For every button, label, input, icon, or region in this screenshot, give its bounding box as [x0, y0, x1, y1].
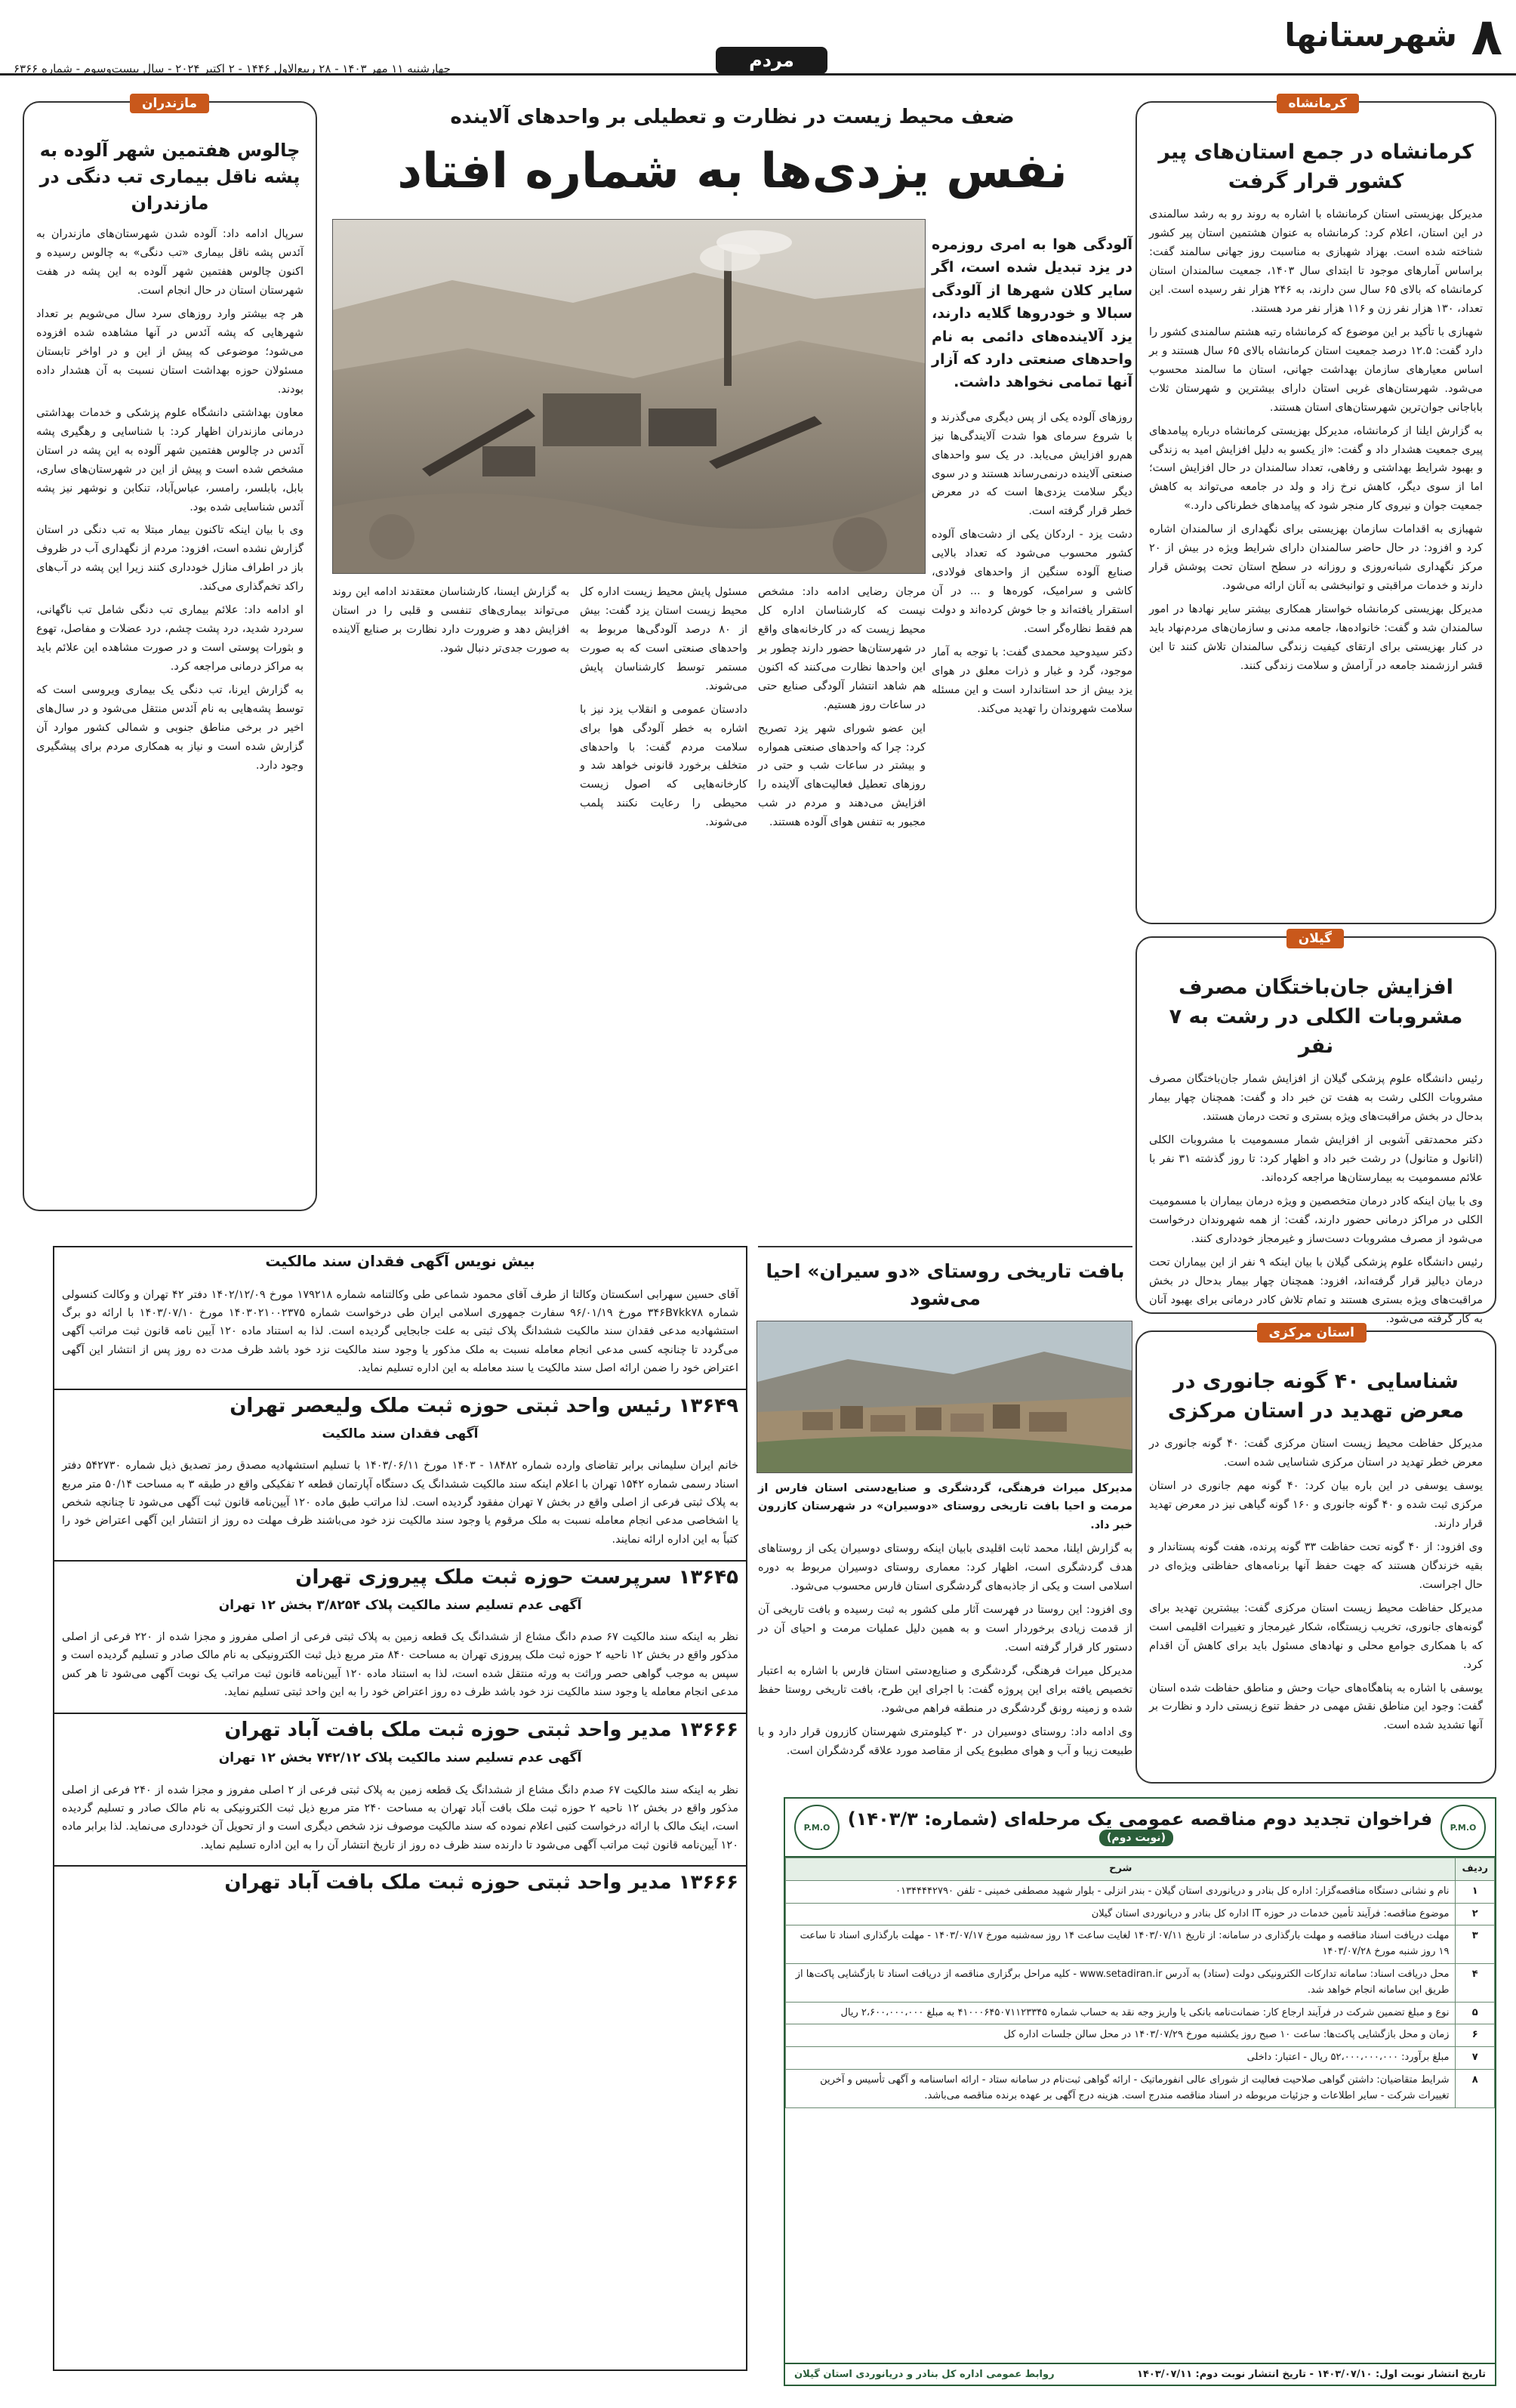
mazandaran-article: [23, 96, 317, 1211]
article-title[interactable]: چالوس هفتمین شهر آلوده به پشه ناقل بیماری تب دنگی در مازندران: [39, 140, 300, 214]
lead-lead-column: [932, 219, 1132, 1246]
paragraph: وی با بیان اینکه تاکنون بیمار مبتلا به تب دنگی در استان گزارش نشده است، افزود: مردم از نگهداری آب در ظروف باز در اطراف منازل خودداری کنند زیرا این پشه در آب‌های راکد تخم‌گذاری می‌کند.: [36, 524, 304, 594]
row-number: ۲: [1456, 1903, 1495, 1925]
paragraph: مدیرکل بهزیستی استان کرمانشاه با اشاره به روند رو به رشد سالمندی در این استان، اعلام کرد: کرمانشاه به عنوان هشتمین استان پیر کشور شناخته شده است. بهزاد شهبازی به مناسبت روز جهانی سالمند گفت: براساس آمارهای موجود تا ابتدای سال ۱۴۰۳، جمعیت سالمندان استان کرمانشاه که بالای ۶۵ سال سن دارند، به ۲۴۶ هزار نفر رسیده است. این تعداد، ۱۳۰ هزار نفر زن و ۱۱۶ هزار نفر مرد هستند.: [1149, 208, 1483, 315]
table-row: [786, 1963, 1495, 2002]
row-number: ۶: [1456, 2024, 1495, 2047]
paragraph: دشت یزد - اردکان یکی از دشت‌های آلوده کشور محسوب می‌شود که تعداد بالایی صنایع آلوده سنگین از واحدهای فولادی، کاشی و سرامیک، کوره‌ها و ... در آن استقرار یافته‌اند و جا خوش کرده‌اند و دولت هم فقط نظاره‌گر است.: [932, 529, 1132, 636]
row-text: موضوع مناقصه: فرآیند تأمین خدمات در حوزه IT اداره کل بنادر و دریانوردی استان گیلان: [786, 1903, 1456, 1925]
column-header: ردیف: [1456, 1858, 1495, 1881]
section-title: شهرستانها: [1284, 17, 1457, 54]
notice-subtitle: آگهی فقدان سند مالکیت: [322, 1426, 479, 1441]
table-row: [786, 2002, 1495, 2024]
paragraph: مسئول پایش محیط زیست اداره کل محیط زیست استان یزد گفت: بیش از ۸۰ درصد آلودگی‌ها مربوط به واحدهای صنعتی است که به صورت مستمر توسط کارشناسان پایش می‌شوند.: [580, 586, 748, 692]
kermanshah-article: [1135, 96, 1496, 924]
paragraph: شهبازی به اقدامات سازمان بهزیستی برای نگهداری از سالمندان اشاره کرد و افزود: در حال حاضر سالمندان دارای شرایط ویژه در بیش از ۲۰ مرکز نگهداری شبانه‌روزی و روزانه در سطح استان تحت پوشش قرار دارند و خدمات مراقبتی و توانبخشی به آنان ارائه می‌شود.: [1149, 523, 1483, 593]
article-title[interactable]: شناسایی ۴۰ گونه جانوری در معرض تهدید در استان مرکزی: [1167, 1370, 1465, 1423]
tender-table: [785, 1858, 1495, 2108]
notice-text: نظر به اینکه سند مالکیت ۶۷ صدم دانگ مشاع از ششدانگ یک قطعه زمین به پلاک ثبتی فرعی از ۲ اصلی مفروز و مجزا شده از ۲۴۰ فرعی از اصلی مذکور واقع در بخش ۱۲ ناحیه ۲ حوزه ثبت ملک بافت آباد تهران به مساحت ۲۴۰ متر مربع ذیل ثبت الکترونیکی به نام مالک صادر و تسلیم گردیده است، اینک مالک با ارائه درخواست کتبی اعلام نموده که سند مالکیت موصوف نزد شخص دیگری است و از تحویل آن خودداری می‌نماید. لذا برابر ماده ۱۲۰ آیین‌نامه قانون ثبت مراتب آگهی می‌شود تا دارنده سند ظرف ده روز از تاریخ انتشار آن را به این اداره تسلیم نماید.: [62, 1784, 738, 1851]
paragraph: معاون بهداشتی دانشگاه علوم پزشکی و خدمات بهداشتی درمانی مازندران اظهار کرد: با شناسایی و رهگیری پشه آئدس در چالوس هفتمین شهر آلوده به این پشه در استان مشخص شده است و پیش از این در شهرستان‌های ساری، بابل، بابلسر، رامسر، عباس‌آباد، تنکابن و نوشهر نیز پشه آئدس شناسایی شده بود.: [36, 406, 304, 513]
paragraph: روزهای آلوده یکی از پس دیگری می‌گذرند و با شروع سرمای هوا شدت آلایندگی‌ها نیز هم‌رو افزایش می‌یابد. در یک سو واحدهای صنعتی آلاینده درنمی‌رساند هستند و در سوی دیگر سلامت یزدی‌ها است که در معرض خطر قرار گرفته است.: [932, 411, 1132, 518]
notice-text: آقای حسین سهرابی اسکستان وکالتا از طرف آقای محمود شماعی طی وکالتنامه شماره ۱۷۹۲۱۸ مورخ ۱۴۰۲/۱۲/۰۹ دفتر ۴۲ تهران و وکالت کنسولی شماره ۳۴۶B۷kk۷۸ مورخ ۹۶/۰۱/۱۹ سفارت جمهوری اسلامی ایران طی درخواست شماره ۱۴۰۳۰۲۱۰۰۲۳۷۵ مورخ ۱۴۰۳/۰۷/۱۰ با ارائه دو برگ استشهادیه مدعی فقدان سند مالکیت ششدانگ پلاک ثبتی به علت جابجایی گردیده است. لذا به استناد ماده ۱۲۰ آیین نامه قانون ثبت مراتب آگهی می‌گردد تا چنانچه کسی مدعی انجام معامله نسبت به ملک مذکور یا وجود سند مالکیت نزد خود باشد ظرف مدت ده روز پس از انتشار این آگهی اعتراض خود را ضمن ارائه اصل سند مالکیت یا سند معامله به این اداره تسلیم نماید.: [62, 1288, 739, 1374]
paragraph: یوسف یوسفی در این باره بیان کرد: ۴۰ گونه مهم جانوری در استان مرکزی ثبت شده و ۴۰ گونه جانوری و ۱۶۰ گونه گیاهی نیز در معرض تهدید قرار دارند.: [1149, 1480, 1484, 1531]
row-number: ۳: [1456, 1925, 1495, 1964]
public-relations-sign: روابط عمومی اداره کل بنادر و دریانوردی استان گیلان: [794, 2369, 1055, 2380]
lead-photo: [332, 219, 926, 574]
round-badge: (نوبت دوم): [1099, 1830, 1173, 1846]
region-tag: کرمانشاه: [1277, 94, 1359, 113]
row-text: مهلت دریافت اسناد مناقصه و مهلت بارگذاری در سامانه: از تاریخ ۱۴۰۳/۰۷/۱۱ لغایت ساعت ۱۴ روز سه‌شنبه مورخ ۱۴۰۳/۰۷/۱۷ - مهلت بارگذاری اسناد تا ساعت ۱۹ روز شنبه مورخ ۱۴۰۳/۰۷/۲۸: [786, 1925, 1456, 1964]
lead-column: [758, 583, 926, 1240]
lead-summary: آلودگی هوا به امری روزمره در یزد تبدیل شده است، اگر سایر کلان شهرها از آلودگی سبالا و خودروها گلایه دارند، یزد آلاینده‌های دائمی به نام واحدهای صنعتی دارد که آزار آنها تمامی نخواهد داشت.: [932, 236, 1132, 391]
table-row: [786, 2047, 1495, 2070]
lead-headline[interactable]: نفس یزدی‌ها به شماره افتاد: [397, 143, 1068, 199]
row-text: شرایط متقاضیان: داشتن گواهی صلاحیت فعالیت از شورای عالی انفورماتیک - ارائه گواهی ثبت‌نام در سامانه ستاد - ارائه اساسنامه و آگهی تأسیس و آخرین تغییرات شرکت - سایر اطلاعات و جزئیات مربوطه در اسناد مناقصه مندرج است. هزینه درج آگهی بر عهده برنده مناقصه می‌باشد.: [786, 2069, 1456, 2107]
notice-signature: ۱۳۶۴۹ رئیس واحد ثبتی حوزه ثبت ملک ولیعصر تهران: [54, 1389, 746, 1422]
row-text: نام و نشانی دستگاه مناقصه‌گزار: اداره کل بنادر و دریانوردی استان گیلان - بندر انزلی - بلوار شهید مصطفی خمینی - تلفن ۰۱۳۴۴۴۴۲۷۹۰: [786, 1880, 1456, 1903]
region-tag: مازندران: [130, 94, 209, 113]
village-photo-image: [757, 1321, 1132, 1472]
row-text: نوع و مبلغ تضمین شرکت در فرآیند ارجاع کار: ضمانت‌نامه بانکی یا واریز وجه نقد به حساب شماره ۴۱۰۰۰۶۴۵۰۷۱۱۲۳۳۴۵ به مبلغ ۲،۶۰۰،۰۰۰،۰۰۰ ریال: [786, 2002, 1456, 2024]
paragraph: وی افزود: از ۴۰ گونه تحت حفاظت ۳۳ گونه پرنده، هفت گونه پستاندار و بقیه خزندگان هستند که جهت حفظ آنها برنامه‌های حفاظتی ویژه‌ای در حال اجراست.: [1149, 1540, 1484, 1591]
paragraph: به گزارش ایلنا، محمد ثابت اقلیدی بابیان اینکه روستای دوسیران یکی از روستاهای هدف گردشگری است، اظهار کرد: معماری روستای دوسیران مربوط به دوره اسلامی است و یکی از جاذبه‌های گردشگری استان فارس محسوب می‌شود.: [758, 1543, 1132, 1593]
table-row: [786, 1925, 1495, 1964]
row-number: ۸: [1456, 2069, 1495, 2107]
table-header-row: [786, 1858, 1495, 1881]
notice-text: خانم ایران سلیمانی برابر تقاضای وارده شماره ۱۸۴۸۲ - ۱۴۰۳ مورخ ۱۴۰۳/۰۶/۱۱ با تسلیم استشهادیه مصدق رمز تصدیق ذیل شماره ۵۴۲۷۳۰ دفتر اسناد رسمی شماره ۱۵۴۲ تهران با اعلام اینکه سند مالکیت ششدانگ یک دستگاه آپارتمان قطعه ۲ تفکیکی واقع در طبقه ۳ به مساحت ۵۰/۱۴ متر مربع به پلاک ثبتی فرعی از اصلی واقع در بخش ۷ تهران مفقود گردیده است. لذا مراتب طبق ماده ۱۲۰ آیین‌نامه قانون ثبت آگهی می‌شود تا چنانچه شخص یا اشخاصی مدعی انجام معامله نسبت به ملک مرقوم یا وجود سند مالکیت نزد خود می‌باشند ظرف مهلت ده روز از انتشار این آگهی اعتراض خود را کتباً به این اداره ارائه نمایند.: [62, 1460, 739, 1546]
paragraph: به گزارش ایرنا، تب دنگی یک بیماری ویروسی است که توسط پشه‌هایی به نام آئدس منتقل می‌شود و در سال‌های اخیر در برخی مناطق جنوبی و شمالی کشور موارد آن گزارش شده است و نیاز به همکاری مردم برای پیشگیری وجود دارد.: [36, 683, 304, 772]
paragraph: هر چه بیشتر وارد روزهای سرد سال می‌شویم بر تعداد شهرهایی که پشه آئدس در آنها مشاهده شده افزوده می‌شود؛ موضوعی که پیش از این و در اواخر تابستان مسئولان حوزه بهداشت استان نسبت به آن هشدار داده بودند.: [36, 308, 304, 396]
notice-subtitle: آگهی عدم تسلیم سند مالکیت پلاک ۳/۸۲۵۴ بخش ۱۲ تهران: [218, 1597, 582, 1613]
paragraph: وی افزود: این روستا در فهرست آثار ملی کشور به ثبت رسیده و بافت تاریخی آن از قدمت زیادی برخوردار است و به همین دلیل عملیات مرمت و احیای آن در دستور کار قرار گرفته است.: [758, 1604, 1132, 1654]
notice-heading: بیش نویس آگهی فقدان سند مالکیت: [265, 1252, 535, 1270]
article-title[interactable]: کرمانشاه در جمع استان‌های پیر کشور قرار گرفت: [1158, 140, 1474, 194]
paragraph: شهبازی با تأکید بر این موضوع که کرمانشاه رتبه هشتم سالمندی کشور را دارد گفت: ۱۲.۵ درصد جمعیت استان کرمانشاه بالای ۶۵ سال هستند و بر اساس معیارهای سازمان بهداشت جهانی، استان ما سالمند محسوب می‌شود. شهرستان‌های غربی استان دارای بیشترین و شهرستان ثلاث باباجانی جوان‌ترین شهرستان‌های استان هستند.: [1149, 325, 1484, 414]
row-number: ۷: [1456, 2047, 1495, 2070]
quarry-photo-image: [332, 220, 925, 574]
paragraph: مدیرکل میراث فرهنگی، گردشگری و صنایع‌دستی استان فارس با اشاره به اعتبار تخصیص یافته برای این پروژه گفت: با اجرای این طرح، بافت تاریخی روستا حفظ شده و زمینه رونق گردشگری در منطقه فراهم می‌شود.: [758, 1664, 1132, 1715]
paragraph: وی با بیان اینکه کادر درمان متخصصین و ویژه درمان بیماران با مسمومیت الکلی در مراکز درمانی حضور دارند، گفت: از همه شهروندان درخواست می‌شود از مصرف مشروبات دست‌ساز و غیرمجاز خودداری کنند.: [1149, 1195, 1483, 1245]
table-row: [786, 1880, 1495, 1903]
row-text: مبلغ برآورد: ۵۲،۰۰۰،۰۰۰،۰۰۰ ریال - اعتبار: داخلی: [786, 2047, 1456, 2070]
pmo-logo-icon: P.M.O: [794, 1805, 840, 1850]
row-text: محل دریافت اسناد: سامانه تدارکات الکترونیکی دولت (ستاد) به آدرس www.setadiran.ir - کلیه مراحل برگزاری مناقصه از دریافت اسناد تا بازگشایی پاکت‌ها از طریق این سامانه انجام خواهد شد.: [786, 1963, 1456, 2002]
village-photo: [756, 1321, 1132, 1473]
table-row: [786, 2024, 1495, 2047]
row-text: زمان و محل بازگشایی پاکت‌ها: ساعت ۱۰ صبح روز یکشنبه مورخ ۱۴۰۳/۰۷/۲۹ در محل سالن جلسات اداره کل: [786, 2024, 1456, 2047]
lead-column: [332, 583, 569, 1240]
paragraph: رئیس دانشگاه علوم پزشکی گیلان با بیان اینکه ۹ نفر از این بیماران تحت درمان دیالیز قرار گرفته‌اند، افزود: همچنان چهار بیمار بدحال در بخش مراقبت‌های ویژه بستری هستند و تمام تلاش کادر درمانی برای بهبود آنان به کار گرفته می‌شود.: [1149, 1256, 1484, 1325]
notice-subtitle: آگهی عدم تسلیم سند مالکیت پلاک ۷۴۲/۱۲ بخش ۱۲ تهران: [218, 1750, 582, 1766]
issue-date-line: چهارشنبه ۱۱ مهر ۱۴۰۳ - ۲۸ ربیع‌الاول ۱۴۴۶ - ۲ اکتبر ۲۰۲۴ - سال بیست‌وسوم - شماره ۶۳۶۶: [14, 62, 451, 76]
paragraph: رئیس دانشگاه علوم پزشکی گیلان از افزایش شمار جان‌باختگان مصرف مشروبات الکلی رشت به هفت تن خبر داد و گفت: همچنان چهار بیمار بدحال در بخش مراقبت‌های ویژه بستری و تحت درمان هستند.: [1149, 1073, 1483, 1124]
row-number: ۴: [1456, 1963, 1495, 2002]
notice-signature: ۱۳۶۴۵ سرپرست حوزه ثبت ملک پیروزی تهران: [54, 1560, 746, 1593]
lead-column: [580, 583, 747, 1240]
legal-notices-block: [53, 1246, 747, 2371]
lead-kicker: ضعف محیط زیست در نظارت و تعطیلی بر واحدهای آلاینده: [450, 106, 1015, 128]
paragraph: او ادامه داد: علائم بیماری تب دنگی شامل تب ناگهانی، سردرد شدید، درد پشت چشم، درد عضلات و مفاصل، تهوع و بثورات پوستی است و در صورت مشاهده این علائم باید به مراکز درمانی مراجعه کرد.: [36, 604, 304, 674]
paragraph: این عضو شورای شهر یزد تصریح کرد: چرا که واحدهای صنعتی همواره و بیشتر در ساعات شب و حتی در روزهای تعطیل فعالیت‌های آلاینده را افزایش می‌دهند و مردم در شب مجبور به تنفس هوای آلوده هستند.: [758, 722, 926, 829]
markazi-article: [1135, 1325, 1496, 1784]
page-number: ۸: [1471, 8, 1502, 67]
paragraph: مدیرکل بهزیستی کرمانشاه خواستار همکاری بیشتر سایر نهادها در امور سالمندان شد و گفت: خانواده‌ها، جامعه مدنی و سازمان‌های مردم‌نهاد باید در کنار بهزیستی برای ارتقای کیفیت زندگی سالمندان تلاش کنند تا این قشر ارزشمند جامعه در آرامش و سلامت زندگی کنند.: [1149, 603, 1483, 672]
column-header: شرح: [786, 1858, 1456, 1881]
newspaper-logo[interactable]: مردم سالاری: [716, 47, 827, 74]
table-row: [786, 2069, 1495, 2107]
paragraph: به گزارش ایلنا از کرمانشاه، مدیرکل بهزیستی کرمانشاه درباره پیامدهای پیری جمعیت هشدار داد و گفت: «از یکسو به دلیل افزایش امید به زندگی و بهبود شرایط بهداشتی و رفاهی، تعداد سالمندان در حال افزایش است؛ اما از سوی دیگر، کاهش نرخ زاد و ولد در جامعه می‌تواند به کاهش جمعیت جوان و نیروی کار منجر شود که پیامدهای خطرناکی دارد.»: [1149, 424, 1483, 513]
region-tag: استان مرکزی: [1257, 1323, 1367, 1343]
page-header: [0, 0, 1516, 98]
paragraph: دکتر سیدوحید محمدی گفت: با توجه به آمار موجود، گرد و غبار و ذرات معلق در هوای یزد بیش از حد استاندارد است و این مسئله سلامت شهروندان را تهدید می‌کند.: [932, 646, 1132, 715]
tender-notice: [784, 1797, 1496, 2386]
paragraph: وی ادامه داد: روستای دوسیران در ۳۰ کیلومتری شهرستان کازرون قرار دارد و با طبیعت زیبا و آب و هوای مطبوع یکی از مقاصد مورد علاقه گردشگران است.: [758, 1725, 1132, 1757]
region-tag: گیلان: [1286, 929, 1344, 948]
row-number: ۵: [1456, 2002, 1495, 2024]
photo-caption: مدیرکل میراث فرهنگی، گردشگری و صنایع‌دستی استان فارس از مرمت و احیا بافت تاریخی روستای «دوسیران» در شهرستان کازرون خبر داد.: [758, 1481, 1132, 1532]
row-number: ۱: [1456, 1880, 1495, 1903]
article-title[interactable]: بافت تاریخی روستای «دو سیران» احیا می‌شود: [766, 1260, 1125, 1310]
notice-signature: ۱۳۶۶۶ مدیر واحد ثبتی حوزه ثبت ملک بافت آباد تهران: [54, 1865, 746, 1898]
paragraph: مدیرکل حفاظت محیط زیست استان مرکزی گفت: ۴۰ گونه جانوری در معرض خطر تهدید در استان مرکزی شناسایی شده است.: [1149, 1438, 1483, 1469]
tender-title[interactable]: فراخوان تجدید دوم مناقصه عمومی یک مرحله‌ای (شماره: ۱۴۰۳/۳): [847, 1808, 1433, 1830]
paragraph: سرپال ادامه داد: آلوده شدن شهرستان‌های مازندران به آئدس پشه ناقل بیماری «تب دنگی» به چالوس رسیده و اکنون چالوس هفتمین شهر آلوده به این پشه در هفت شهرستان استان در حال انجام است.: [36, 228, 304, 298]
lead-headline-wrap: [332, 143, 1132, 219]
publication-dates: تاریخ انتشار نوبت اول: ۱۴۰۳/۰۷/۱۰ - تاریخ انتشار نوبت دوم: ۱۴۰۳/۰۷/۱۱: [1137, 2369, 1486, 2380]
article-title[interactable]: افزایش جان‌باختگان مصرف مشروبات الکلی در رشت به ۷ نفر: [1169, 976, 1463, 1059]
paragraph: به گزارش ایسنا، کارشناسان معتقدند ادامه این روند می‌تواند بیماری‌های تنفسی و قلبی را در استان افزایش دهد و ضرورت دارد نظارت بر صنایع آلاینده به صورت جدی‌تر دنبال شود.: [332, 586, 569, 655]
village-article: [758, 1246, 1132, 1782]
notice-signature: ۱۳۶۶۶ مدیر واحد ثبتی حوزه ثبت ملک بافت آباد تهران: [54, 1713, 746, 1746]
paragraph: مدیرکل حفاظت محیط زیست استان مرکزی گفت: بیشترین تهدید برای گونه‌های جانوری، تخریب زیستگاه، شکار غیرمجاز و تغییرات اقلیمی است که با همکاری جوامع محلی و نهادهای مسئول باید برای کاهش آن اقدام کرد.: [1149, 1602, 1483, 1671]
table-row: [786, 1903, 1495, 1925]
pmo-logo-icon: P.M.O: [1441, 1805, 1486, 1850]
notice-text: نظر به اینکه سند مالکیت ۶۷ صدم دانگ مشاع از ششدانگ یک قطعه زمین به پلاک ثبتی فرعی از اصلی مفروز و مجزا شده از ۲۲۰ فرعی از اصلی مذکور واقع در بخش ۱۲ ناحیه ۲ حوزه ثبت ملک پیروزی تهران به مساحت ۸۴۰ متر مربع ذیل ثبت الکترونیکی به نام مالک صادر و تسلیم گردیده است و سپس به موجب گواهی حصر وراثت به ورثه منتقل شده است، لذا به استناد ماده ۱۲۰ آیین‌نامه قانون ثبت مراتب یک نوبت آگهی می‌شود تا هر کس مدعی انجام معامله یا وجود سند مالکیت نزد خود باشد ظرف ده روز اعتراض خود را به این واحد ثبتی تسلیم نماید.: [62, 1631, 738, 1699]
paragraph: یوسفی با اشاره به پناهگاه‌های حیات وحش و مناطق حفاظت شده استان گفت: وجود این مناطق نقش مهمی در حفظ تنوع زیستی دارد و نظارت بر آنها تشدید شده است.: [1149, 1682, 1483, 1732]
paragraph: مرجان رضایی ادامه داد: مشخص نیست که کارشناسان اداره کل محیط زیست که در کارخانه‌های واقع در شهرستان‌ها حضور دارند چطور بر این واحدها نظارت می‌کنند که اکنون هم شاهد انتشار آلودگی صنایع حتی در ساعات روز هستیم.: [758, 586, 926, 711]
gilan-article: [1135, 931, 1496, 1325]
paragraph: دادستان عمومی و انقلاب یزد نیز با اشاره به خطر آلودگی هوا برای سلامت مردم گفت: با واحدهای متخلف برخورد قانونی خواهد شد و کارخانه‌هایی که اصول زیست محیطی را رعایت نکنند پلمب می‌شوند.: [580, 703, 747, 829]
paragraph: دکتر محمدتقی آشوبی از افزایش شمار مسمومیت با مشروبات الکلی (اتانول و متانول) در رشت خبر داد و اظهار کرد: تا روز گذشته ۳۱ نفر با علائم مسمومیت به بیمارستان‌ها مراجعه کرده‌اند.: [1149, 1134, 1483, 1185]
